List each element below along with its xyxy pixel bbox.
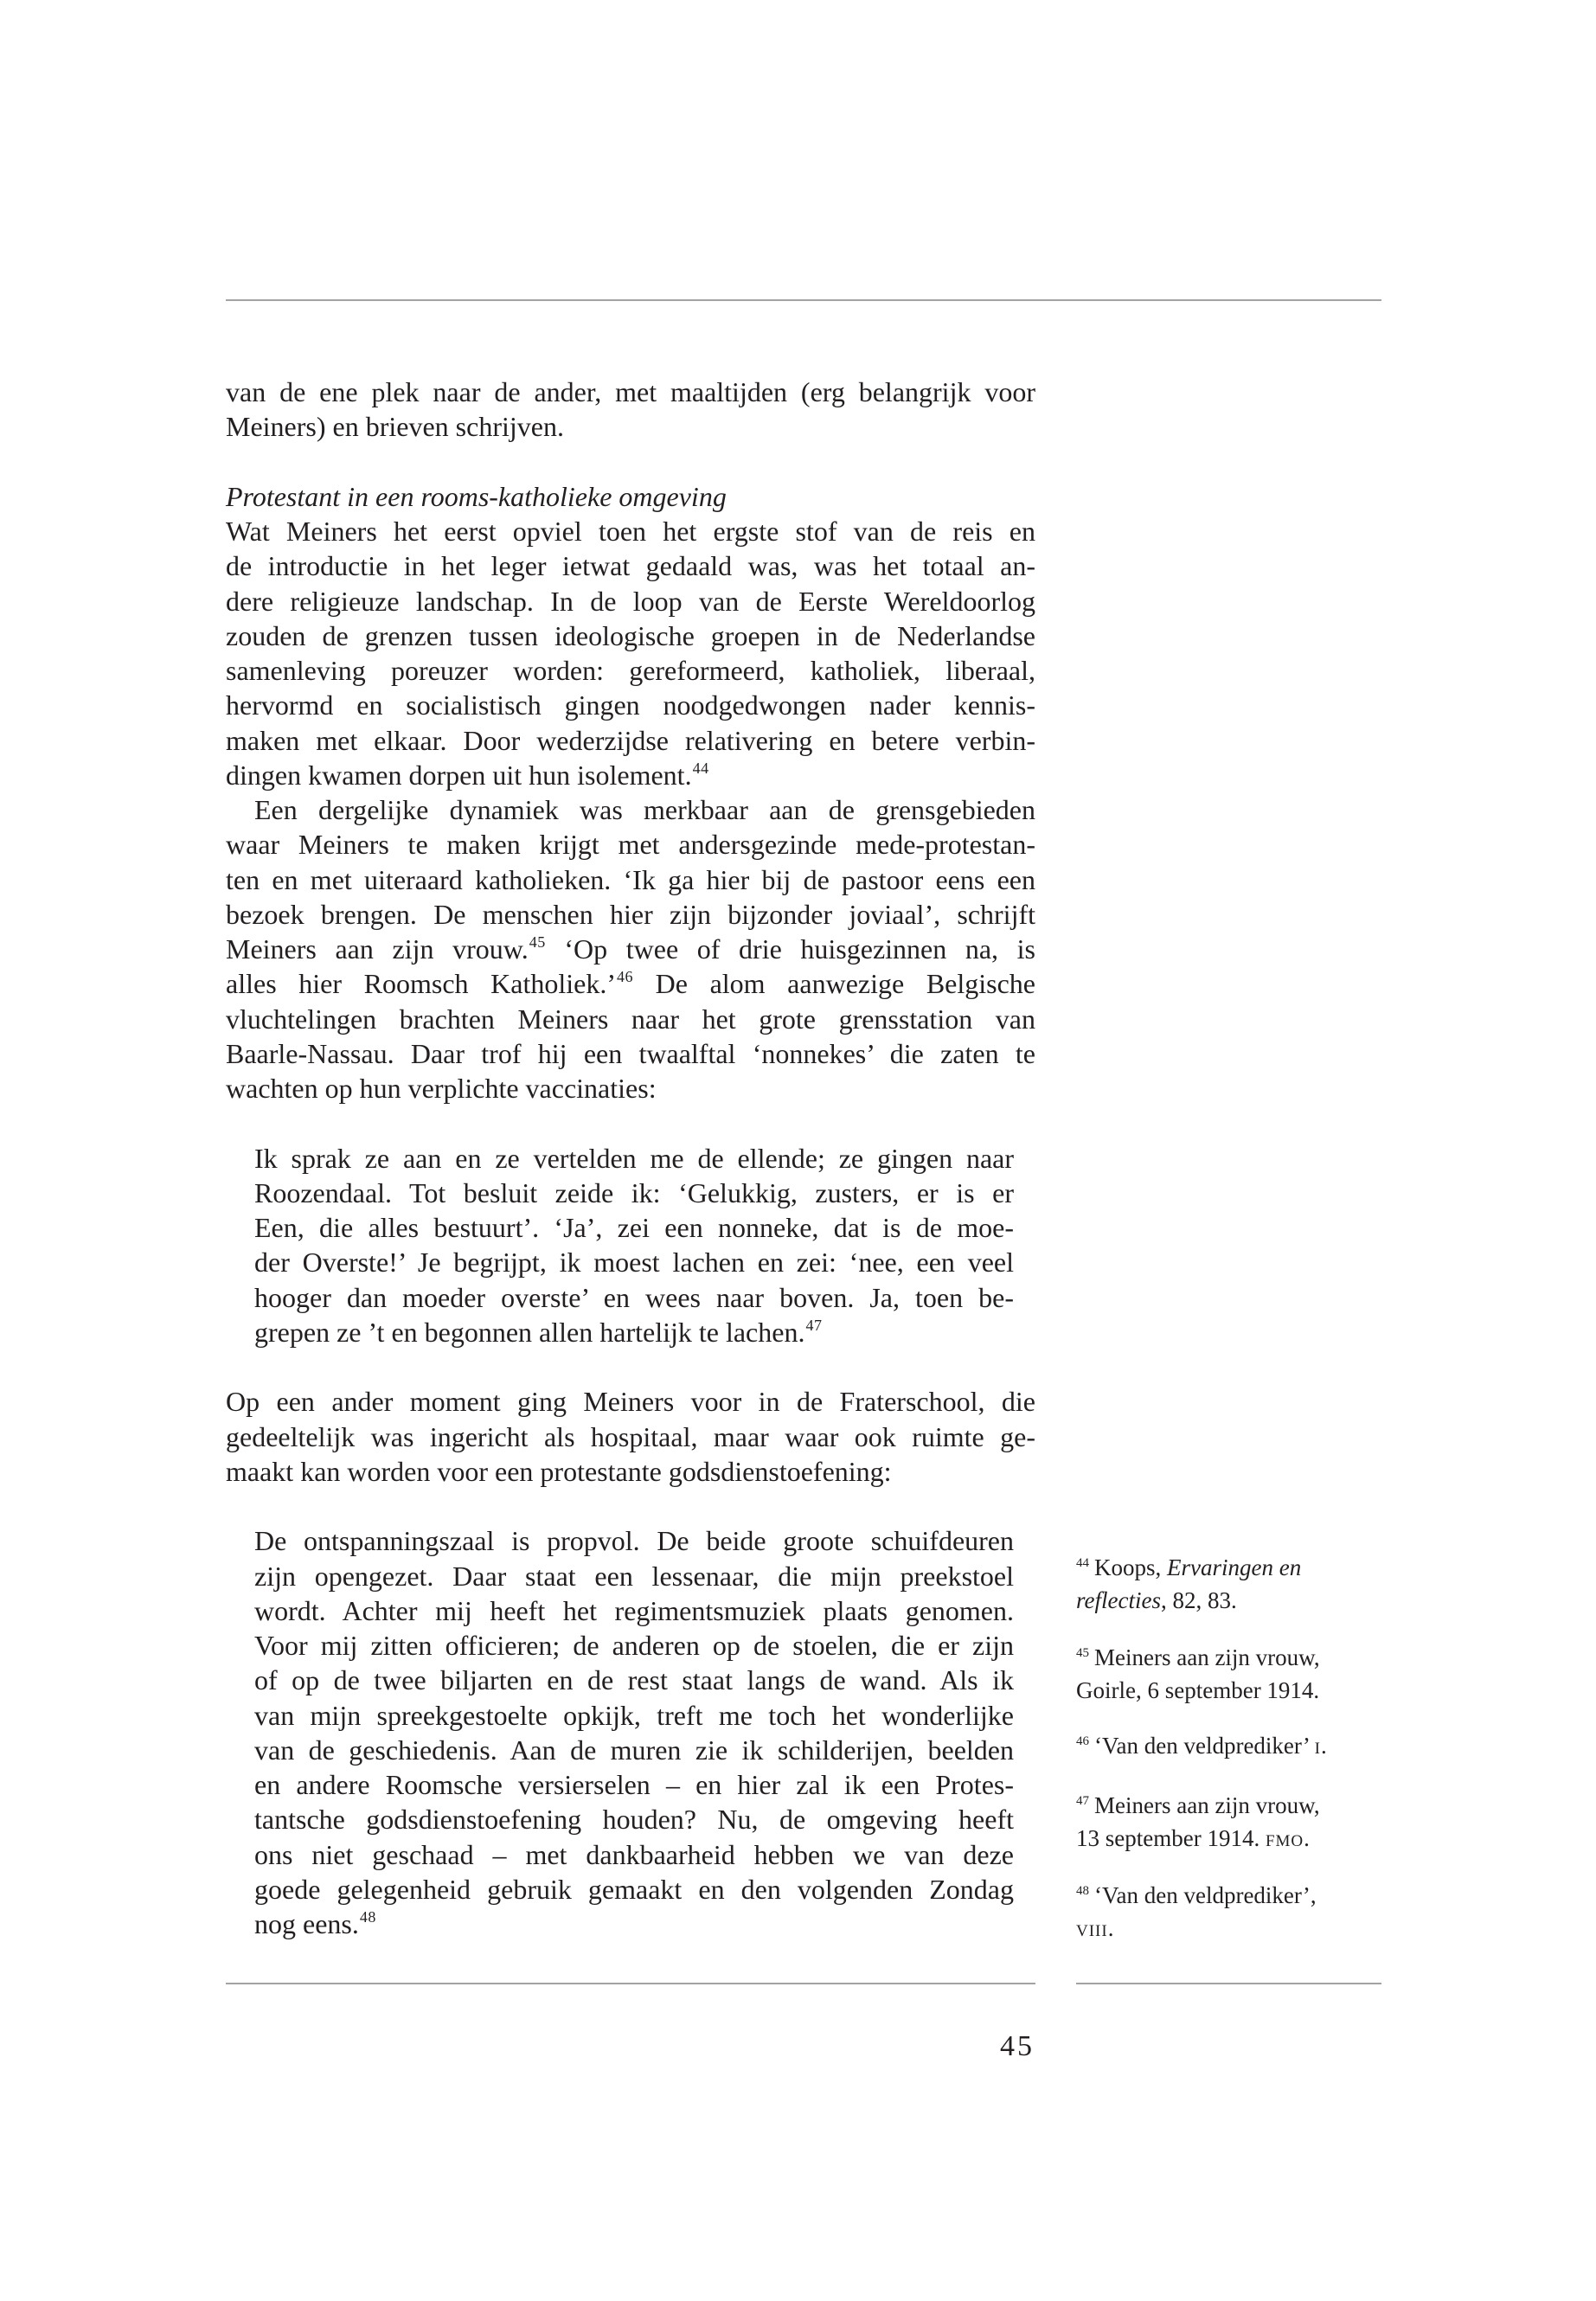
continued-paragraph [226, 375, 1035, 445]
footnote-reference: 47 [805, 1316, 823, 1334]
footnote-number: 44 [1076, 1556, 1089, 1570]
footnote-47 [1076, 1790, 1381, 1855]
quote-line [254, 1907, 1014, 1941]
footnote-text: Meiners aan zijn vrouw, [1094, 1792, 1320, 1818]
body-line [226, 932, 1035, 966]
quote-line: van mijn spreekgestoelte opkijk, treft me toch het wonderlijke [254, 1699, 1014, 1731]
footnote-reference: 48 [359, 1908, 376, 1926]
footer-rule-main [226, 1983, 1035, 1984]
footnote-line [1076, 1642, 1381, 1675]
quote-line: Een, die alles bestuurt’. ‘Ja’, zei een nonneke, dat is de moe- [254, 1212, 1014, 1243]
footnote-reference: 45 [529, 933, 546, 951]
quote-line: of op de twee biljarten en de rest staat langs de wand. Als ik [254, 1664, 1014, 1696]
quote-line: De ontspanningszaal is propvol. De beide groote schuifdeuren [254, 1525, 1014, 1557]
body-line: Wat Meiners het eerst opviel toen het ergste stof van de reis en [226, 516, 1035, 547]
quote-line: zijn opengezet. Daar staat een lessenaar, die mijn preekstoel [254, 1560, 1014, 1592]
footnote-line [1076, 1913, 1381, 1945]
paragraph-spacer [226, 1349, 1035, 1384]
body-line: vluchtelingen brachten Meiners naar het grote grensstation van [226, 1003, 1035, 1035]
line-text: nog eens. [254, 1908, 359, 1939]
body-line [226, 758, 1035, 792]
body-line: dere religieuze landschap. In de loop van de Eerste Wereldoorlog [226, 585, 1035, 617]
footnote-number: 48 [1076, 1884, 1089, 1898]
paragraph [226, 1384, 1035, 1489]
block-quote [226, 1523, 1035, 1941]
section-heading: Protestant in een rooms-katholieke omgeving [226, 480, 727, 512]
footnote-small-caps: viii. [1076, 1914, 1115, 1941]
quote-line: wordt. Achter mij heeft het regimentsmuziek plaats genomen. [254, 1594, 1014, 1626]
line-text: ‘Op twee of drie huisgezinnen na, is [545, 933, 1035, 965]
quote-line: ons niet geschaad – met dankbaarheid hebben we van deze [254, 1838, 1014, 1870]
footer-rule-notes [1076, 1983, 1381, 1984]
body-line: Baarle-Nassau. Daar trof hij een twaalftal ‘nonnekes’ die zaten te [226, 1037, 1035, 1069]
footnote-text: , 82, 83. [1160, 1586, 1237, 1613]
body-line: bezoek brengen. De menschen hier zijn bijzonder joviaal’, schrijft [226, 898, 1035, 930]
line-text: alles hier Roomsch Katholiek.’ [226, 968, 616, 1000]
body-line: de introductie in het leger ietwat gedaald was, was het totaal an- [226, 550, 1035, 582]
footnote-line [1076, 1880, 1381, 1913]
body-line: ten en met uiteraard katholieken. ‘Ik ga hier bij de pastoor eens een [226, 863, 1035, 895]
quote-line: van de geschiedenis. Aan de muren zie ik schilderijen, beelden [254, 1734, 1014, 1766]
body-line: gedeeltelijk was ingericht als hospitaal, maar waar ook ruimte ge- [226, 1420, 1035, 1452]
footnote-reference: 46 [617, 968, 633, 986]
body-line: maakt kan worden voor een protestante godsdienstoefening: [226, 1455, 892, 1487]
quote-line: hooger dan moeder overste’ en wees naar boven. Ja, toen be- [254, 1281, 1014, 1313]
footnote-number: 46 [1076, 1734, 1089, 1748]
footnote-small-caps: fmo. [1265, 1824, 1311, 1851]
body-line: maken met elkaar. Door wederzijdse relativering en betere verbin- [226, 724, 1035, 756]
body-line [226, 966, 1035, 1001]
footnote-reference: 44 [692, 759, 709, 777]
footnote-line [1076, 1552, 1381, 1585]
quote-line: Voor mij zitten officieren; de anderen op de stoelen, die er zijn [254, 1630, 1014, 1661]
footnote-title: Ervaringen en [1167, 1554, 1302, 1580]
body-line: hervormd en socialistisch gingen noodgedwongen nader kennis- [226, 689, 1035, 721]
paragraph-spacer [226, 445, 1035, 479]
quote-line: der Overste!’ Je begrijpt, ik moest lachen en zei: ‘nee, een veel [254, 1247, 1014, 1279]
quote-line: Ik sprak ze aan en ze vertelden me de ellende; ze gingen naar [254, 1142, 1014, 1174]
footnote-44 [1076, 1552, 1381, 1617]
line-text: dingen kwamen dorpen uit hun isolement. [226, 759, 692, 791]
body-line: wachten op hun verplichte vaccinaties: [226, 1073, 657, 1104]
line-text: grepen ze ’t en begonnen allen hartelijk te lachen. [254, 1316, 805, 1348]
paragraph-spacer [226, 1106, 1035, 1140]
body-line: Een dergelijke dynamiek was merkbaar aan de grensgebieden [254, 794, 1035, 825]
header-rule [226, 299, 1381, 301]
body-line: van de ene plek naar de ander, met maaltijden (erg belangrijk voor [226, 376, 1035, 407]
footnote-text: ‘Van den veldprediker’, [1094, 1882, 1317, 1908]
main-text-column [226, 375, 1035, 1941]
footnote-line: Goirle, 6 september 1914. [1076, 1676, 1320, 1703]
quote-line: goede gelegenheid gebruik gemaakt en den volgenden Zondag [254, 1873, 1014, 1905]
footnote-text: 13 september 1914. [1076, 1824, 1266, 1851]
footnote-title: reflecties [1076, 1586, 1161, 1613]
paragraph-spacer [226, 1489, 1035, 1523]
body-line: Op een ander moment ging Meiners voor in de Fraterschool, die [226, 1386, 1035, 1418]
footnote-small-caps: i. [1314, 1733, 1328, 1759]
quote-line: Roozendaal. Tot besluit zeide ik: ‘Gelukkig, zusters, er is er [254, 1176, 1014, 1208]
paragraph [226, 514, 1035, 792]
footnote-text: Meiners aan zijn vrouw, [1094, 1644, 1320, 1670]
line-text: De alom aanwezige Belgische [633, 968, 1035, 1000]
footnote-line [1076, 1823, 1381, 1856]
footnote-number: 47 [1076, 1794, 1089, 1808]
body-line: samenleving poreuzer worden: gereformeerd, katholiek, liberaal, [226, 655, 1035, 686]
footnote-line [1076, 1730, 1381, 1763]
footnote-46 [1076, 1730, 1381, 1763]
footnote-line [1076, 1790, 1381, 1823]
footnote-45 [1076, 1642, 1381, 1707]
footnote-number: 45 [1076, 1646, 1089, 1660]
quote-line: tantsche godsdienstoefening houden? Nu, de omgeving heeft [254, 1804, 1014, 1836]
footnote-text: Koops, [1094, 1554, 1168, 1580]
paragraph [226, 792, 1035, 1106]
page-number: 45 [1000, 2030, 1035, 2062]
quote-line: en andere Roomsche versierselen – en hier zal ik een Protes- [254, 1769, 1014, 1800]
quote-line [254, 1315, 1014, 1349]
footnote-text: ‘Van den veldprediker’ [1094, 1733, 1315, 1759]
body-line: Meiners) en brieven schrijven. [226, 411, 564, 443]
body-line: waar Meiners te maken krijgt met andersgezinde mede-protestan- [226, 829, 1035, 861]
footnote-48 [1076, 1880, 1381, 1945]
block-quote [226, 1141, 1035, 1350]
footnote-line [1076, 1585, 1381, 1618]
body-line: zouden de grenzen tussen ideologische groepen in de Nederlandse [226, 619, 1035, 651]
line-text: Meiners aan zijn vrouw. [226, 933, 529, 965]
